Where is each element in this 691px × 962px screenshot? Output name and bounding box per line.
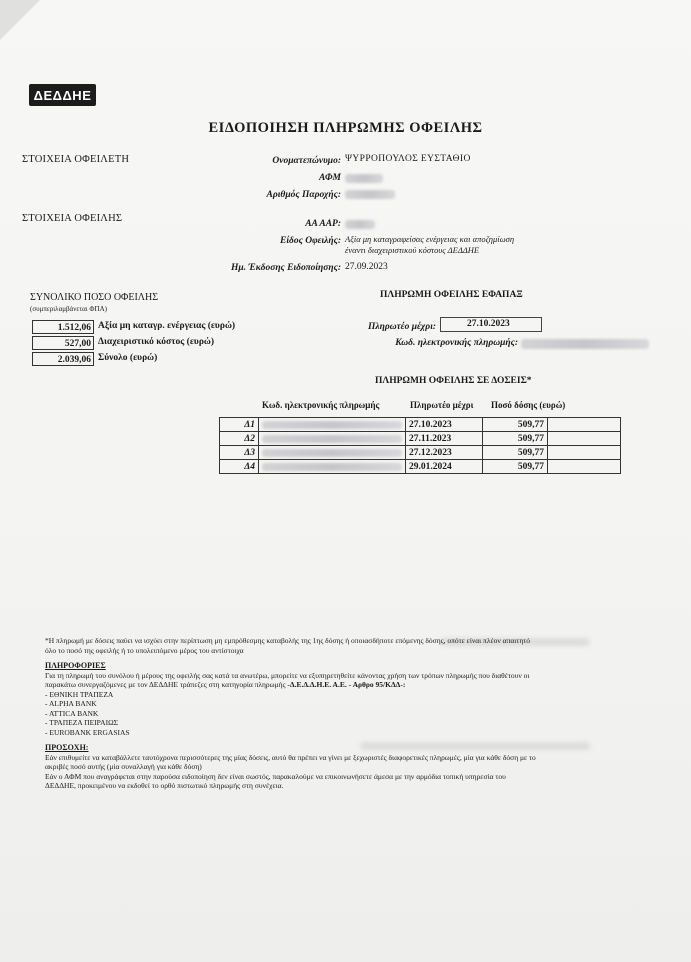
lump-sum-heading: ΠΛΗΡΩΜΗ ΟΦΕΙΛΗΣ ΕΦΑΠΑΞ: [380, 290, 523, 300]
installment-empty-cell: [548, 446, 621, 460]
deddie-logo: ΔΕΔΔΗΕ: [29, 84, 96, 106]
installment-amount: 509,77: [483, 418, 548, 432]
attention-heading: ΠΡΟΣΟΧΗ:: [45, 743, 89, 752]
aa-redacted: [345, 220, 375, 229]
total-vat-note: (συμπεριλαμβάνεται ΦΠΑ): [30, 305, 107, 313]
info-line2-text: παρακάτω συνεργαζόμενες με τον ΔΕΔΔΗΕ τράπεζες στη κατηγορία πληρωμής: [45, 680, 288, 689]
installments-col-amount: Ποσό δόσης (ευρώ): [491, 400, 566, 410]
attention-line3: Εάν ο ΑΦΜ που αναγράφεται στην παρούσα ειδοποίηση δεν είναι σωστός, παρακαλούμε να επικοινωνήσετε άμεσα με την αρμόδια τοπική υπηρεσία του: [45, 771, 506, 781]
aa-label: ΑΑ ΑΑΡ:: [305, 219, 341, 229]
bank-item: - ALPHA BANK: [45, 699, 97, 708]
bank-item: - ΤΡΑΠΕΖΑ ΠΕΙΡΑΙΩΣ: [45, 718, 119, 727]
attention-line2: ακριβές ποσό αυτής (μία συναλλαγή για κάθε δόση): [45, 762, 202, 771]
attention-line4: ΔΕΔΔΗΕ, προκειμένου να εκδοθεί το ορθό πιστωτικό πληρωμής στη συνέχεια.: [45, 781, 284, 790]
energy-value-label: Αξία μη καταγρ. ενέργειας (ευρώ): [98, 321, 236, 331]
supply-number-label: Αριθμός Παροχής:: [266, 190, 341, 200]
debt-type-label: Είδος Οφειλής:: [280, 236, 341, 246]
info-line2: [45, 680, 605, 690]
table-row: [220, 446, 621, 460]
page-title: ΕΙΔΟΠΟΙΗΣΗ ΠΛΗΡΩΜΗΣ ΟΦΕΙΛΗΣ: [208, 120, 483, 136]
installment-label: Δ1: [220, 418, 259, 432]
energy-value-amount: 1.512,06: [32, 320, 94, 334]
installment-amount: 509,77: [483, 446, 548, 460]
installments-table: [219, 417, 621, 474]
total-heading: ΣΥΝΟΛΙΚΟ ΠΟΣΟ ΟΦΕΙΛΗΣ: [30, 292, 159, 303]
info-heading: ΠΛΗΡΟΦΟΡΙΕΣ: [45, 661, 106, 670]
footer-notes: [45, 636, 605, 791]
installment-note-line2: όλο το ποσό της οφειλής ή το υπολειπόμενο μέρος του αντίστοιχα: [45, 645, 244, 655]
installment-empty-cell: [548, 432, 621, 446]
info-line1: Για τη πληρωμή του συνόλου ή μέρους της οφειλής σας κατά τα ανωτέρω, μπορείτε να εξυπηρετηθείτε κάνοντας χρήση των τρόπων πληρωμής που διαθέτουν οι: [45, 670, 530, 680]
installment-empty-cell: [548, 418, 621, 432]
issue-date-label: Ημ. Έκδοσης Ειδοποίησης:: [230, 263, 341, 273]
installment-code-redacted: [262, 421, 402, 429]
afm-redacted: [345, 174, 383, 183]
installment-code: [259, 432, 406, 446]
admin-cost-label: Διαχειριστικό κόστος (ευρώ): [98, 337, 215, 347]
installment-due: 27.12.2023: [406, 446, 483, 460]
installment-amount: 509,77: [483, 460, 548, 474]
installment-empty-cell: [548, 460, 621, 474]
lump-sum-code-redacted: [521, 339, 649, 349]
debtor-section-label: ΣΤΟΙΧΕΙΑ ΟΦΕΙΛΕΤΗ: [22, 154, 130, 165]
installments-heading: ΠΛΗΡΩΜΗ ΟΦΕΙΛΗΣ ΣΕ ΔΟΣΕΙΣ*: [375, 376, 532, 386]
total-label: Σύνολο (ευρώ): [98, 353, 158, 363]
installments-col-code: Κωδ. ηλεκτρονικής πληρωμής: [262, 400, 380, 410]
installment-code-redacted: [262, 463, 402, 471]
total-amount: 2.039,06: [32, 352, 94, 366]
issue-date-value: 27.09.2023: [345, 262, 388, 272]
installment-due: 27.10.2023: [406, 418, 483, 432]
bank-item: - ΕΘΝΙΚΗ ΤΡΑΠΕΖΑ: [45, 689, 114, 699]
lump-sum-due-value: 27.10.2023: [440, 317, 542, 332]
afm-label: ΑΦΜ: [318, 173, 341, 183]
installment-note-line1: *Η πληρωμή με δόσεις παύει να ισχύει στην περίπτωση μη εμπρόθεσμης καταβολής της 1ης δόσης ή οποιασδήποτε επόμενης δόσης, οπότε είναι πλέον απαιτητό: [45, 636, 531, 645]
installment-code-redacted: [262, 435, 402, 443]
installment-label: Δ2: [220, 432, 259, 446]
name-label: Ονοματεπώνυμο:: [272, 156, 341, 166]
bank-item: - EUROBANK ERGASIAS: [45, 727, 130, 737]
installment-code: [259, 418, 406, 432]
table-row: [220, 460, 621, 474]
lump-sum-due-label: Πληρωτέο μέχρι:: [368, 322, 436, 332]
table-row: [220, 432, 621, 446]
installment-due: 27.11.2023: [406, 432, 483, 446]
debt-section-label: ΣΤΟΙΧΕΙΑ ΟΦΕΙΛΗΣ: [22, 213, 123, 224]
name-value: ΨΥΡΡΟΠΟΥΛΟΣ ΕΥΣΤΑΘΙΟ: [345, 154, 471, 164]
debt-type-line1: Αξία μη καταγραφείσας ενέργειας και αποζημίωση: [345, 234, 515, 244]
folded-corner: [0, 0, 40, 40]
installment-due: 29.01.2024: [406, 460, 483, 474]
admin-cost-amount: 527,00: [32, 336, 94, 350]
supply-number-redacted: [345, 190, 395, 199]
installment-code: [259, 446, 406, 460]
attention-line1: Εάν επιθυμείτε να καταβάλλετε ταυτόχρονα περισσότερες της μίας δόσεις, αυτό θα πρέπει να γίνει με ξεχωριστές διαφορετικές πληρωμές, μία για κάθε δόση με το: [45, 752, 536, 762]
installment-label: Δ3: [220, 446, 259, 460]
payment-category: -Δ.Ε.Δ.Δ.Η.Ε. Α.Ε. - Αρθρο 95/ΚΔΔ-:: [287, 680, 406, 689]
debt-type-line2: έναντι διαχειριστικού κόστους ΔΕΔΔΗΕ: [345, 245, 480, 255]
installment-code: [259, 460, 406, 474]
installment-amount: 509,77: [483, 432, 548, 446]
bank-item: - ATTICA BANK: [45, 708, 99, 718]
installment-code-redacted: [262, 449, 402, 457]
lump-sum-code-label: Κωδ. ηλεκτρονικής πληρωμής:: [395, 338, 518, 348]
installments-col-due: Πληρωτέο μέχρι: [410, 400, 474, 410]
table-row: [220, 418, 621, 432]
installment-label: Δ4: [220, 460, 259, 474]
